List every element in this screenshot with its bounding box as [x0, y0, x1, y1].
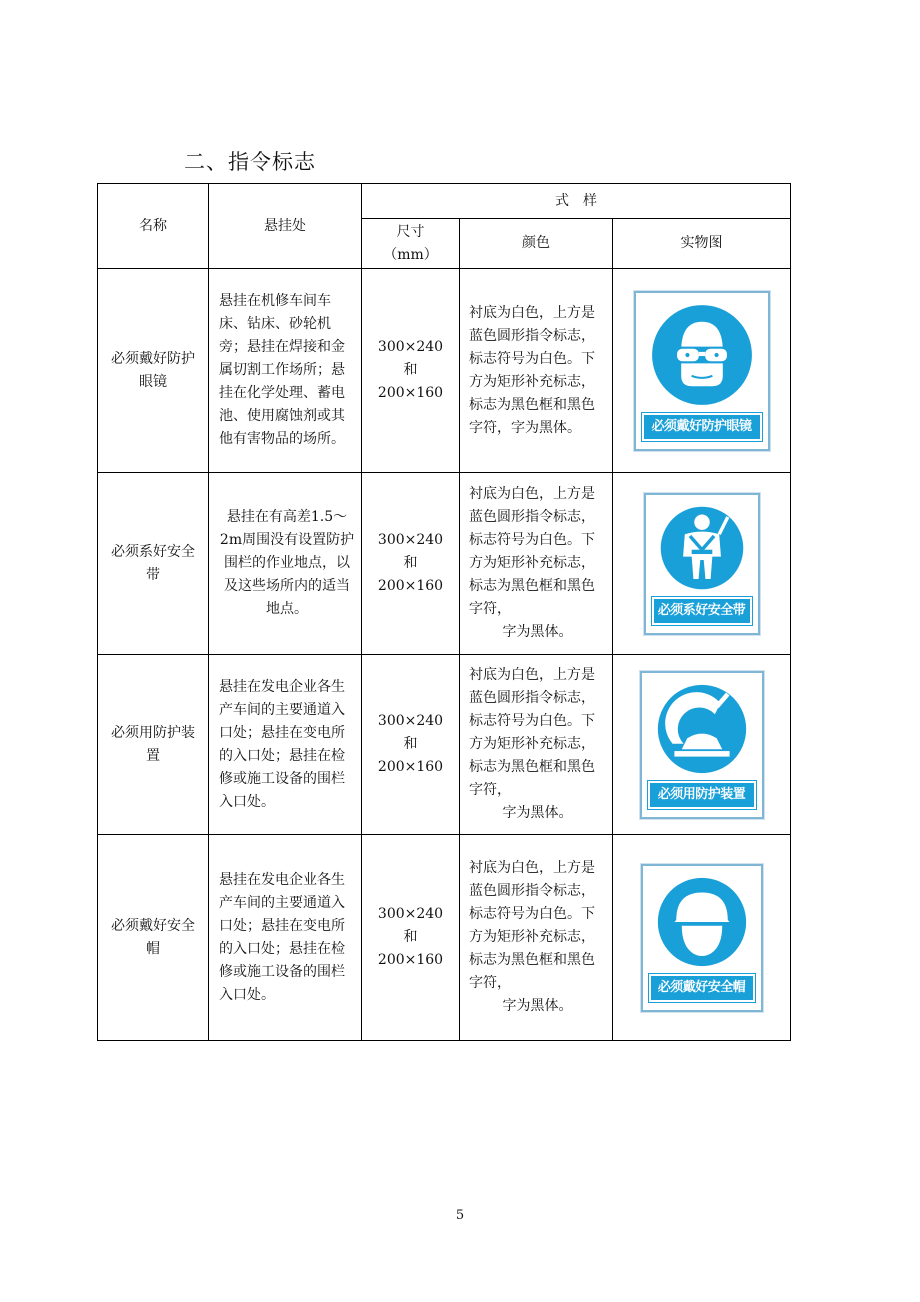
color-text: 衬底为白色，上方是蓝色圆形指令标志，标志符号为白色。下方为矩形补充标志，标志为黑色框和黑色字符， [469, 860, 595, 991]
table-row [98, 835, 791, 1041]
header-location: 悬挂处 [209, 184, 362, 269]
sign-color [460, 269, 613, 473]
size-a: 300×240 [377, 906, 444, 922]
section-heading: 二、指令标志 [184, 150, 316, 174]
table-row [98, 655, 791, 835]
sign-size [362, 655, 460, 835]
color-text-last: 字为黑体。 [502, 998, 573, 1014]
color-text: 衬底为白色，上方是蓝色圆形指令标志，标志符号为白色。下方为矩形补充标志，标志为黑色框和黑色字符，字为黑体。 [469, 304, 595, 436]
protective-guard-icon [656, 683, 748, 775]
sign-location: 悬挂在有高差1.5～2m周围没有设置防护围栏的作业地点，以及这些场所内的适当地点。 [209, 473, 362, 655]
size-and: 和 [403, 929, 418, 945]
header-color: 颜色 [460, 219, 613, 269]
sign-color [460, 835, 613, 1041]
header-photo: 实物图 [613, 219, 791, 269]
mandatory-sign [644, 493, 760, 635]
size-and: 和 [403, 362, 418, 378]
sign-location: 悬挂在机修车间车床、钻床、砂轮机旁；悬挂在焊接和金属切割工作场所；悬挂在化学处理、蓄电池、使用腐蚀剂或其他有害物品的场所。 [209, 269, 362, 473]
mandatory-sign [634, 291, 770, 451]
sign-location: 悬挂在发电企业各生产车间的主要通道入口处；悬挂在变电所的入口处；悬挂在检修或施工设备的围栏入口处。 [209, 835, 362, 1041]
sign-color [460, 473, 613, 655]
safety-harness-icon [659, 505, 745, 591]
sign-photo [613, 269, 791, 473]
size-b: 200×160 [377, 578, 444, 594]
table-row [98, 269, 791, 473]
sign-name: 必须戴好安全帽 [98, 835, 209, 1041]
sign-label: 必须用防护装置 [648, 781, 756, 809]
color-text-last: 字为黑体。 [502, 805, 573, 821]
sign-name: 必须系好安全带 [98, 473, 209, 655]
sign-label: 必须戴好防护眼镜 [642, 413, 762, 441]
sign-name: 必须用防护装置 [98, 655, 209, 835]
size-a: 300×240 [377, 532, 444, 548]
mandatory-sign [640, 671, 764, 819]
color-text: 衬底为白色，上方是蓝色圆形指令标志，标志符号为白色。下方为矩形补充标志，标志为黑色框和黑色字符， [469, 486, 595, 617]
mandatory-sign [641, 864, 763, 1012]
hard-hat-icon [656, 876, 748, 968]
header-style: 式 样 [362, 184, 791, 219]
sign-size [362, 473, 460, 655]
sign-name: 必须戴好防护眼镜 [98, 269, 209, 473]
mandatory-signs-table [97, 183, 791, 1041]
size-b: 200×160 [377, 385, 444, 401]
sign-photo [613, 655, 791, 835]
size-a: 300×240 [377, 713, 444, 729]
sign-location: 悬挂在发电企业各生产车间的主要通道入口处；悬挂在变电所的入口处；悬挂在检修或施工设备的围栏入口处。 [209, 655, 362, 835]
size-and: 和 [403, 555, 418, 571]
color-text: 衬底为白色，上方是蓝色圆形指令标志，标志符号为白色。下方为矩形补充标志，标志为黑色框和黑色字符， [469, 667, 595, 798]
header-name: 名称 [98, 184, 209, 269]
sign-label: 必须系好安全带 [652, 597, 752, 625]
header-size [362, 219, 460, 269]
header-size-label: 尺寸 [396, 223, 425, 240]
sign-photo [613, 473, 791, 655]
page-number: 5 [455, 1208, 465, 1223]
goggles-icon [650, 303, 754, 407]
sign-photo [613, 835, 791, 1041]
size-and: 和 [403, 736, 418, 752]
sign-color [460, 655, 613, 835]
size-b: 200×160 [377, 759, 444, 775]
table-header-row [98, 184, 791, 219]
size-a: 300×240 [377, 339, 444, 355]
header-size-unit: （mm） [383, 246, 438, 263]
sign-size [362, 269, 460, 473]
sign-label: 必须戴好安全帽 [649, 974, 755, 1002]
size-b: 200×160 [377, 952, 444, 968]
sign-size [362, 835, 460, 1041]
color-text-last: 字为黑体。 [502, 624, 573, 640]
table-row [98, 473, 791, 655]
